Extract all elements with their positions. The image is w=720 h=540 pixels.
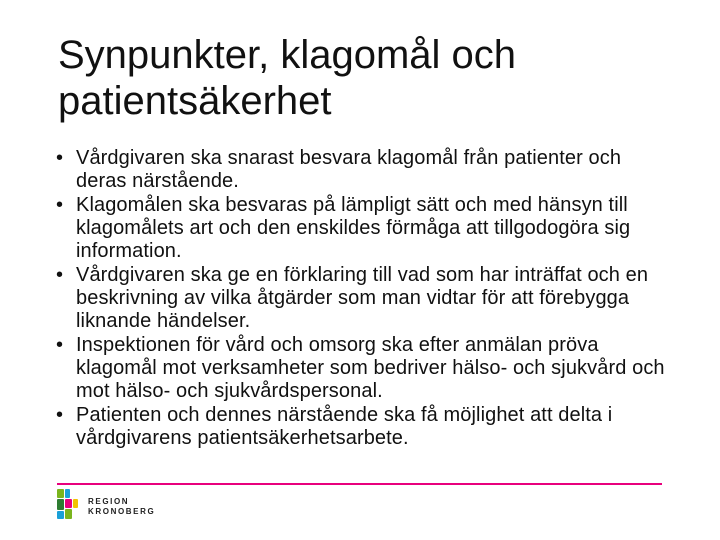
bullet-item bbox=[56, 147, 666, 193]
bullet-list bbox=[56, 147, 666, 451]
bullet-text: Inspektionen för vård och omsorg ska efter anmälan pröva klagomål mot verksamheter som bedriver hälso- och sjukvård och mot hälso- och sjukvårdspersonal. bbox=[76, 334, 665, 402]
bullet-marker: • bbox=[56, 194, 64, 216]
bullet-marker: • bbox=[56, 147, 64, 169]
bullet-marker: • bbox=[56, 264, 64, 286]
logo-text-kronoberg: KRONOBERG bbox=[88, 507, 156, 516]
bullet-text: Patienten och dennes närstående ska få möjlighet att delta i vårdgivarens patientsäkerhetsarbete. bbox=[76, 404, 613, 449]
logo-wordmark bbox=[88, 498, 155, 518]
bullet-item bbox=[56, 264, 666, 333]
bullet-marker: • bbox=[56, 404, 64, 426]
bullet-item bbox=[56, 194, 666, 263]
bullet-text: Vårdgivaren ska snarast besvara klagomål från patienter och deras närstående. bbox=[76, 147, 622, 192]
bullet-marker: • bbox=[56, 334, 64, 356]
footer-divider bbox=[57, 483, 662, 485]
bullet-text: Vårdgivaren ska ge en förklaring till vad som har inträffat och en beskrivning av vilka åtgärder som man vidtar för att förebygga liknande händelser. bbox=[76, 264, 649, 332]
bullet-item bbox=[56, 334, 666, 403]
slide-title bbox=[58, 32, 678, 124]
title-line-1: Synpunkter, klagomål och bbox=[58, 33, 517, 77]
bullet-item bbox=[56, 404, 666, 450]
region-kronoberg-logo bbox=[55, 487, 185, 523]
region-kronoberg-logo-icon bbox=[55, 487, 79, 521]
bullet-text: Klagomålen ska besvaras på lämpligt sätt och med hänsyn till klagomålets art och den enskildes förmåga att tillgodogöra sig information. bbox=[76, 194, 631, 262]
title-line-2: patientsäkerhet bbox=[58, 79, 332, 123]
logo-text-region: REGION bbox=[88, 497, 130, 506]
